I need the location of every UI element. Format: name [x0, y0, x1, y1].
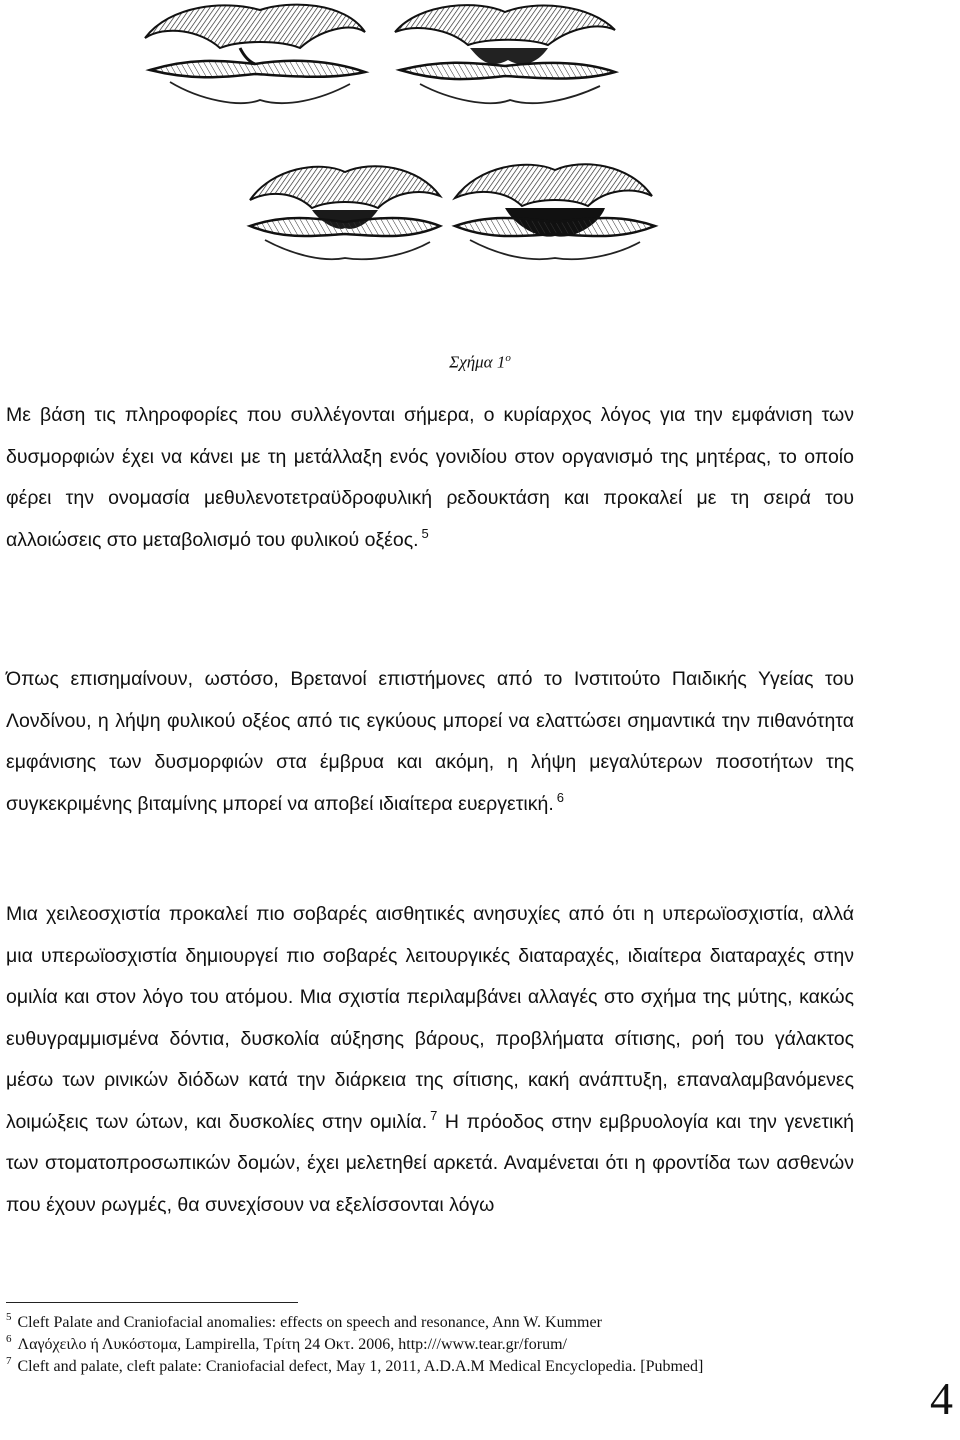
- footnote-number: 6: [6, 1333, 12, 1345]
- footnote-5: [6, 1312, 906, 1334]
- paragraph-3-text-after: Η πρόοδος στην εμβρυολογία και την γενετική των στοματοπροσωπικών δομών, έχει μελετηθεί αρκετά. Αναμένεται ότι η φροντίδα των ασθενών που έχουν ρωγμές, θα συνεχίσουν να εξελίσσονται λόγω: [6, 1110, 854, 1216]
- footnote-6: [6, 1334, 906, 1356]
- footnote-7: [6, 1356, 906, 1378]
- figure-caption-text: Σχήμα 1: [449, 352, 506, 372]
- figure-caption: [0, 352, 960, 373]
- footnote-text: Cleft and palate, cleft palate: Craniofacial defect, May 1, 2011, A.D.A.M Medical Encyclopedia. [Pubmed]: [17, 1358, 704, 1375]
- footnote-ref-6[interactable]: 6: [556, 789, 564, 805]
- page-number: 4: [930, 1373, 953, 1424]
- paragraph-3-text-before: Μια χειλεοσχιστία προκαλεί πιο σοβαρές αισθητικές ανησυχίες από ότι η υπερωϊοσχιστία, αλλά μια υπερωϊοσχιστία δημιουργεί πιο σοβαρές λειτουργικές διαταραχές, ιδιαίτερα διαταραχές στην ομιλία και στον λόγο του ατόμου. Μια σχιστία περιλαμβάνει αλλαγές στο σχήμα της μύτης, κακώς ευθυγραμμισμένα δόντια, δυσκολία αύξησης βάρους, προβλήματα σίτισης, ροή του γάλακτος μέσω των ρινικών διόδων κατά την διάρκεια της σίτισης, κακή ανάπτυξη, επαναλαμβανόμενες λοιμώξεις των ώτων, και δυσκολίες στην ομιλία.: [6, 903, 854, 1133]
- cleft-lip-illustration: [0, 0, 960, 270]
- lip-drawing-2: [395, 5, 615, 103]
- footnote-ref-7[interactable]: 7: [430, 1107, 438, 1123]
- footnote-number: 5: [6, 1311, 12, 1323]
- lip-drawing-3: [250, 166, 440, 259]
- figure-caption-superscript: ο: [505, 352, 511, 364]
- lip-drawing-1: [145, 5, 365, 104]
- paragraph-3: [6, 894, 854, 1226]
- paragraph-1-text: Με βάση τις πληροφορίες που συλλέγονται σήμερα, ο κυρίαρχος λόγος για την εμφάνιση των δυσμορφιών έχει να κάνει με τη μετάλλαξη ενός γονιδίου στον οργανισμό της μητέρας, το οποίο φέρει την ονομασία μεθυλενοτετραϋδροφυλική ρεδουκτάση και προκαλεί με τη σειρά του αλλοιώσεις στο μεταβολισμό του φυλικού οξέος.: [6, 404, 854, 551]
- lip-drawings-svg: [0, 0, 960, 270]
- footnote-ref-5[interactable]: 5: [421, 525, 429, 541]
- footnotes: [6, 1312, 906, 1378]
- footnote-separator: [6, 1302, 298, 1303]
- paragraph-2-text: Όπως επισημαίνουν, ωστόσο, Βρετανοί επιστήμονες από το Ινστιτούτο Παιδικής Υγείας του Λονδίνου, η λήψη φυλικού οξέος από τις εγκύους μπορεί να ελαττώσει σημαντικά την πιθανότητα εμφάνισης των δυσμορφιών στα έμβρυα και ακόμη, η λήψη μεγαλύτερων ποσοτήτων της συγκεκριμένης βιταμίνης μπορεί να αποβεί ιδιαίτερα ευεργετική.: [6, 668, 854, 815]
- lip-drawing-4: [455, 164, 655, 259]
- footnote-text: Λαγόχειλο ή Λυκόστομα, Lampirella, Τρίτη 24 Οκτ. 2006, http:///www.tear.gr/forum/: [17, 1336, 567, 1353]
- footnote-text: Cleft Palate and Craniofacial anomalies: effects on speech and resonance, Ann W. Kummer: [17, 1314, 602, 1331]
- paragraph-1: [6, 395, 854, 561]
- footnote-number: 7: [6, 1355, 12, 1367]
- paragraph-2: [6, 659, 854, 825]
